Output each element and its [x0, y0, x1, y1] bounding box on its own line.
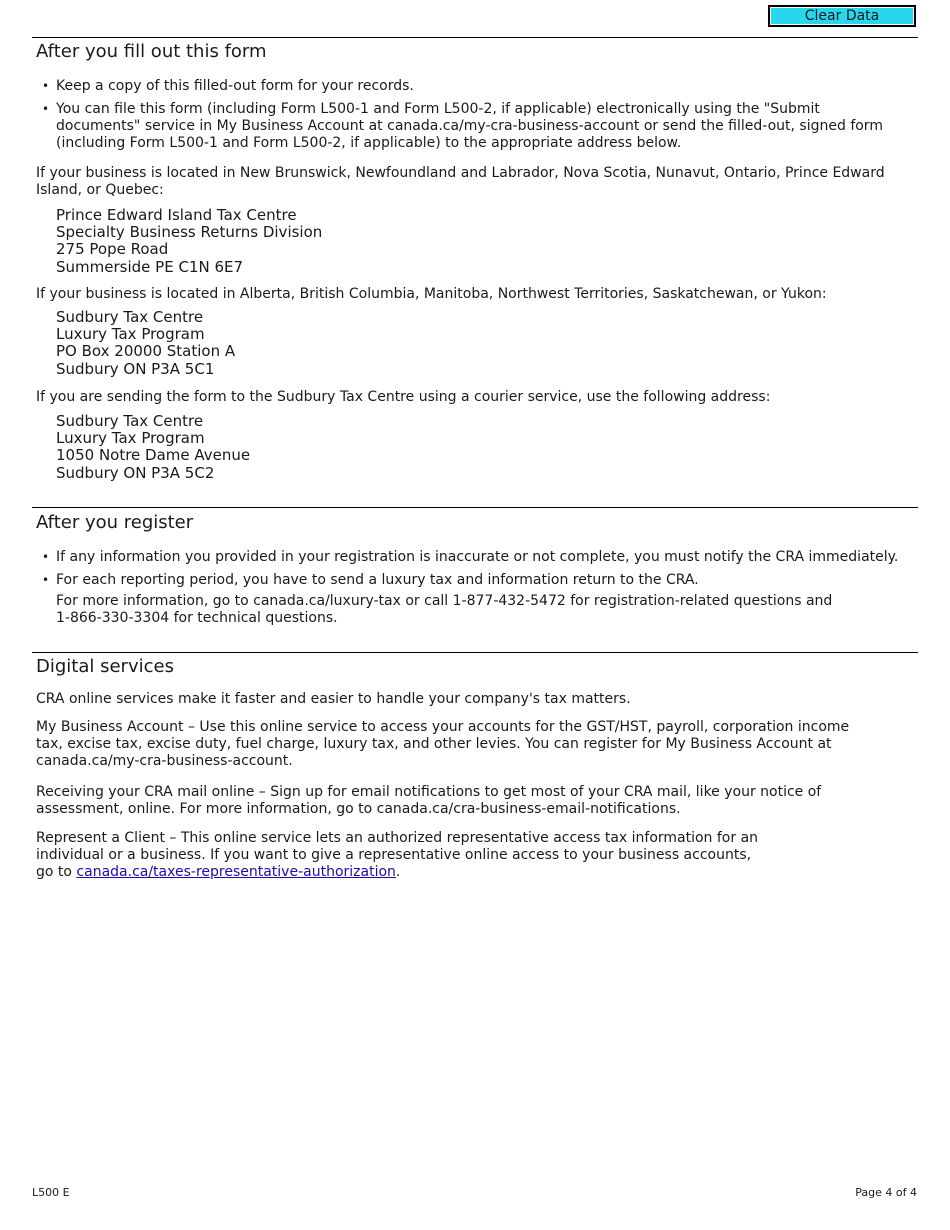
my-business-account-text: My Business Account – Use this online service to access your accounts for the GST/HST, payroll, corporation income tax, excise tax, excise duty, fuel charge, luxury tax, and other levies. You can register for My Business Account at canada.ca/my-cra-business-account. [36, 719, 850, 769]
bullet-text: If any information you provided in your registration is inaccurate or not complete, you must notify the CRA immediately. [56, 549, 899, 565]
east-provinces-intro: If your business is located in New Brunswick, Newfoundland and Labrador, Nova Scotia, Nunavut, Ontario, Prince Edward Island, or Quebec: [36, 165, 885, 198]
address-line: Sudbury ON P3A 5C2 [56, 463, 215, 482]
page-number: Page 4 of 4 [855, 1186, 917, 1199]
courier-intro: If you are sending the form to the Sudbury Tax Centre using a courier service, use the following address: [36, 389, 771, 405]
bullet-notify-cra [36, 549, 906, 566]
digital-intro: CRA online services make it faster and easier to handle your company's tax matters. [36, 691, 631, 707]
represent-client-go: go to [36, 864, 72, 880]
bullet-text: For each reporting period, you have to send a luxury tax and information return to the CRA. [56, 572, 699, 588]
address-line: 275 Pope Road [56, 240, 169, 259]
representative-authorization-link[interactable]: canada.ca/taxes-representative-authorization [76, 864, 396, 880]
address-line: Luxury Tax Program [56, 325, 205, 344]
address-line: Luxury Tax Program [56, 429, 205, 448]
represent-client-end: . [395, 864, 401, 880]
more-info-text: For more information, go to canada.ca/luxury-tax or call 1-877-432-5472 for registration-related questions and 1-866-330-3304 for technical questions. [56, 593, 833, 626]
bullet-reporting-period [36, 572, 906, 589]
section-title-after-fill: After you fill out this form [36, 41, 267, 62]
clear-data-button[interactable]: Clear Data [768, 5, 916, 27]
represent-client-body: Represent a Client – This online service lets an authorized representative access tax information for an individual or a business. If you want to give a representative online access to your business accounts, [36, 830, 759, 863]
bullet-icon: • [42, 573, 50, 587]
address-line: Prince Edward Island Tax Centre [56, 206, 297, 224]
address-line: Specialty Business Returns Division [56, 223, 323, 242]
west-provinces-intro: If your business is located in Alberta, British Columbia, Manitoba, Northwest Territories, Saskatchewan, or Yukon: [36, 286, 827, 302]
form-identifier: L500 E [32, 1186, 70, 1199]
bullet-keep-copy [36, 78, 906, 95]
section-divider [32, 37, 918, 38]
section-title-after-register: After you register [36, 512, 194, 533]
address-line: Sudbury Tax Centre [56, 412, 204, 430]
section-divider [32, 652, 918, 653]
cra-mail-online-text: Receiving your CRA mail online – Sign up for email notifications to get most of your CRA mail, like your notice of assessment, online. For more information, go to canada.ca/cra-business-email-notifications. [36, 784, 822, 817]
bullet-icon: • [42, 102, 50, 116]
address-line: Summerside PE C1N 6E7 [56, 257, 244, 276]
bullet-file-electronically [36, 101, 906, 152]
section-title-digital-services: Digital services [36, 656, 174, 677]
address-line: Sudbury Tax Centre [56, 308, 204, 326]
bullet-icon: • [42, 79, 50, 93]
bullet-text: You can file this form (including Form L500-1 and Form L500-2, if applicable) electronically using the "Submit documents" service in My Business Account at canada.ca/my-cra-business-account or send the filled-out, signed form (including Form L500-1 and Form L500-2, if applicable) to the appropriate address below. [56, 101, 883, 151]
bullet-icon: • [42, 550, 50, 564]
address-sudbury-tax-centre [56, 309, 235, 378]
address-line: PO Box 20000 Station A [56, 342, 236, 361]
address-line: Sudbury ON P3A 5C1 [56, 359, 215, 378]
address-pei-tax-centre [56, 207, 322, 276]
bullet-text: Keep a copy of this filled-out form for your records. [56, 78, 414, 94]
address-line: 1050 Notre Dame Avenue [56, 446, 251, 465]
address-sudbury-courier [56, 413, 250, 482]
represent-client-text [36, 830, 766, 881]
section-divider [32, 507, 918, 508]
